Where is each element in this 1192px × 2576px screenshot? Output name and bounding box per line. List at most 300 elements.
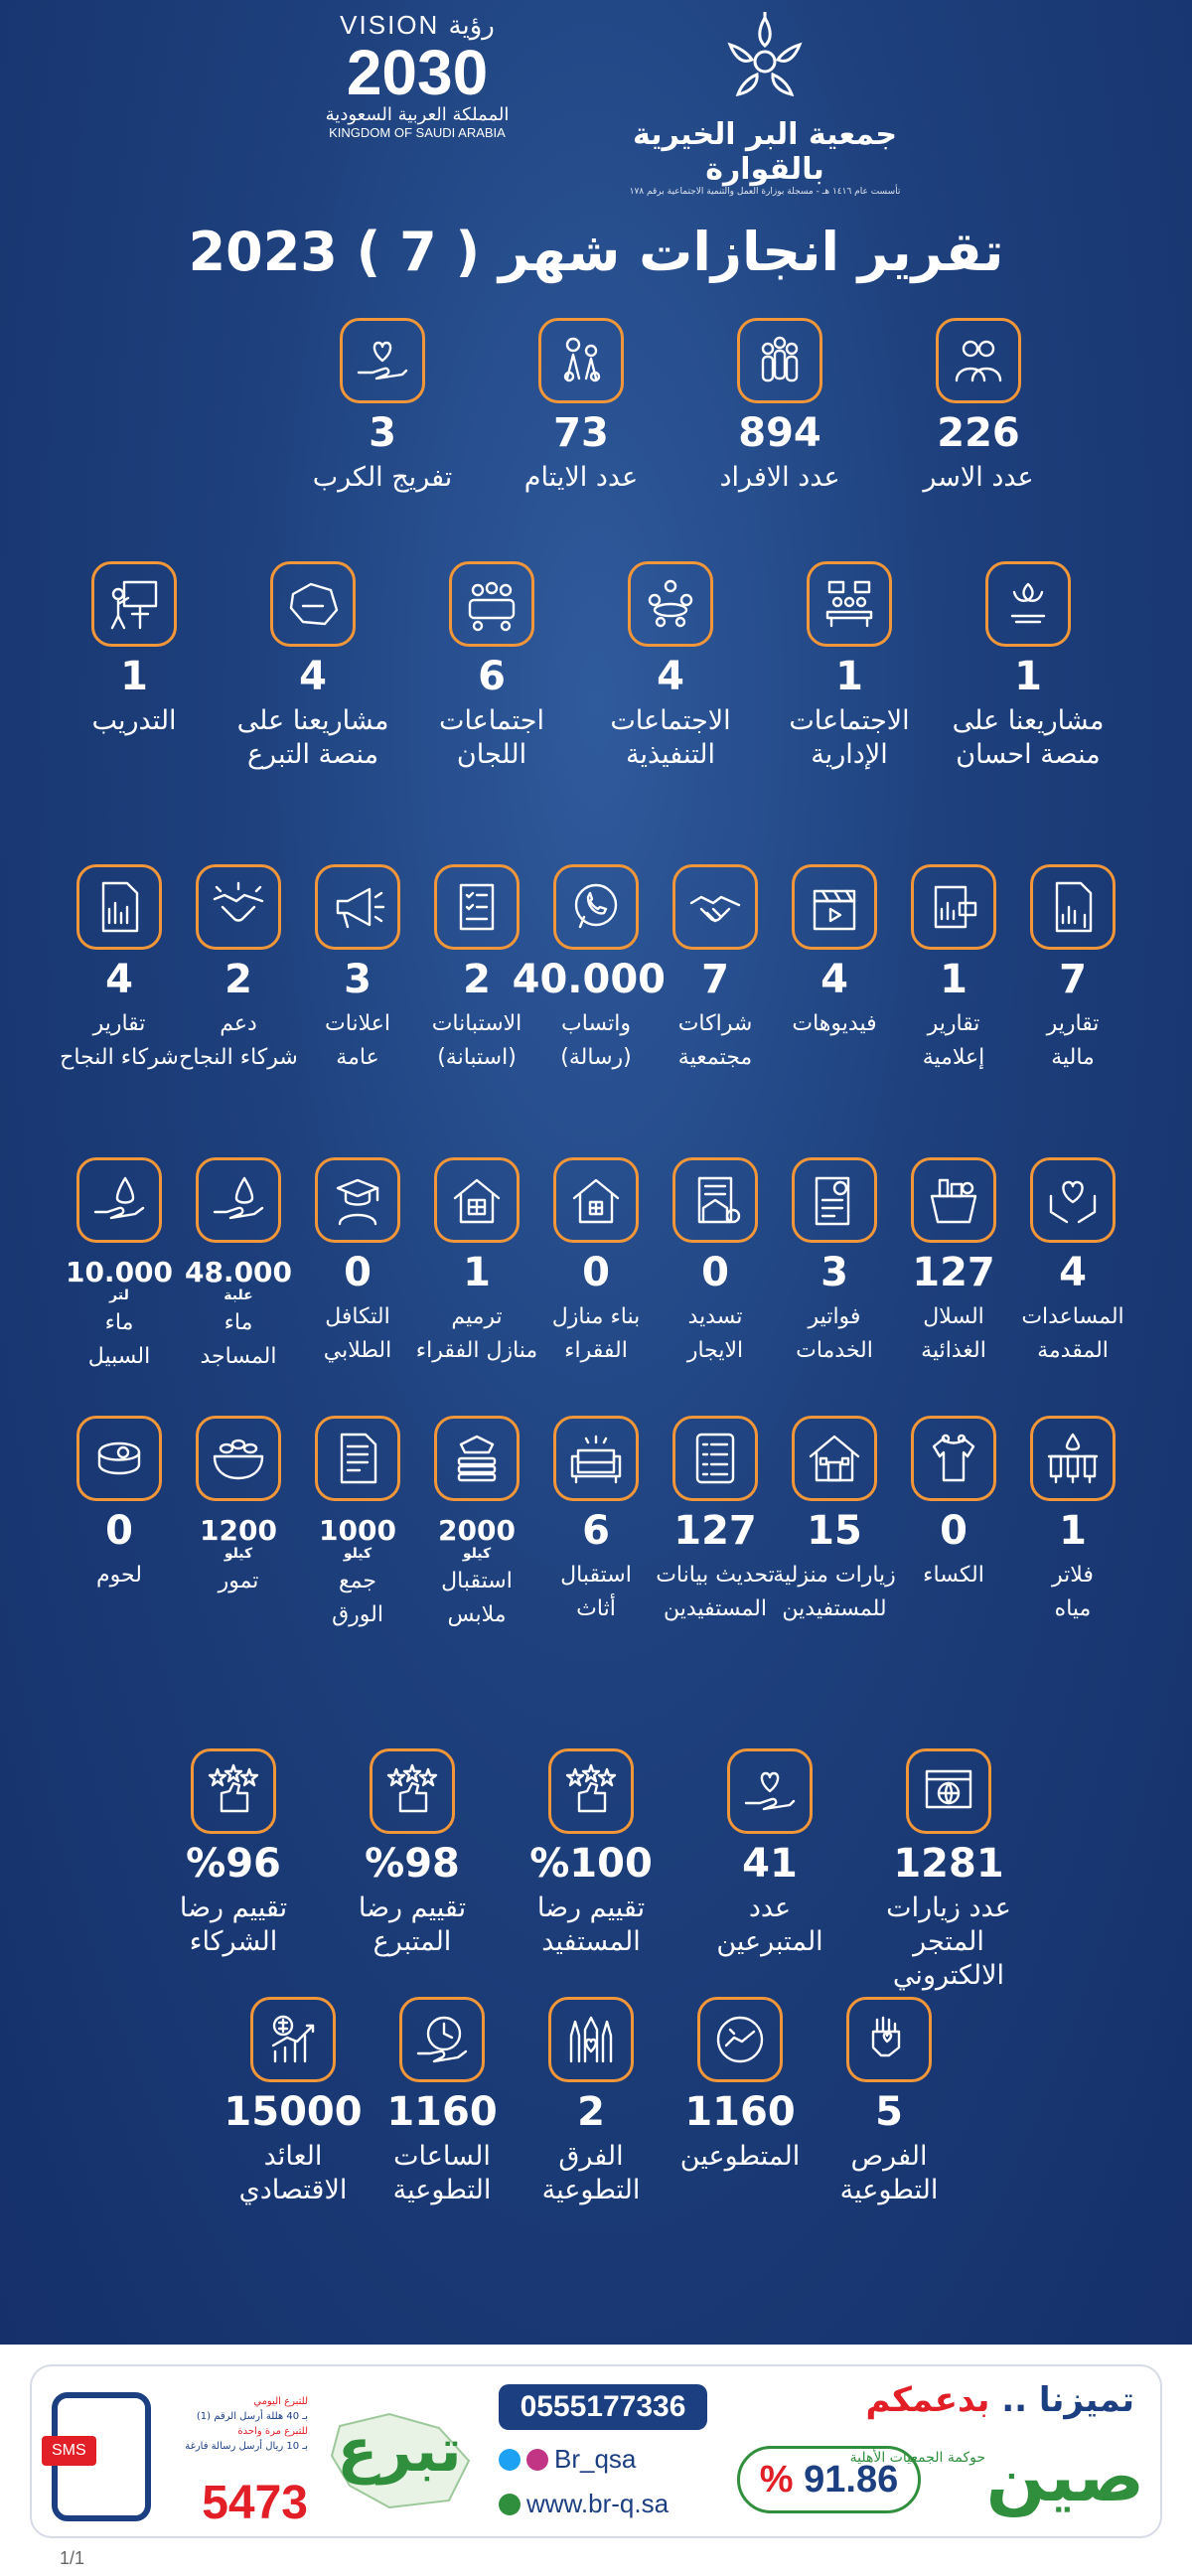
clock-hand-icon bbox=[399, 1997, 485, 2082]
stat-value: 40.000 bbox=[512, 957, 666, 1002]
stat-label bbox=[40, 704, 228, 738]
video-clapper-icon bbox=[792, 864, 877, 950]
stat-item bbox=[646, 864, 785, 1075]
survey-icon bbox=[434, 864, 520, 950]
stat-label bbox=[646, 1300, 785, 1368]
stat-label bbox=[487, 461, 675, 495]
stat-label-line: الفرق bbox=[558, 2141, 624, 2172]
stat-label-line: اللجان bbox=[456, 739, 527, 770]
stat-item bbox=[288, 1157, 427, 1368]
stat-label-line: الاستبانات bbox=[431, 1011, 522, 1036]
stat-value: 6 bbox=[478, 654, 506, 699]
stat-item bbox=[288, 864, 427, 1075]
score-integer: 91 bbox=[804, 2459, 846, 2500]
stat-value: 15000 bbox=[224, 2089, 363, 2135]
stat-item bbox=[646, 1157, 785, 1368]
stat-value: 1160 bbox=[386, 2089, 498, 2135]
stat-label bbox=[497, 1892, 685, 1959]
stat-value: 4 bbox=[820, 957, 848, 1002]
rating-stars-icon bbox=[548, 1748, 634, 1834]
water-drop-hand-icon bbox=[196, 1157, 281, 1243]
donors-icon bbox=[727, 1748, 813, 1834]
stat-value: 226 bbox=[937, 410, 1020, 456]
stat-label bbox=[685, 461, 874, 495]
vision-arabic: رؤية bbox=[448, 10, 495, 40]
stat-label-line: المستفيدين bbox=[664, 1596, 767, 1621]
stat-value: 0 bbox=[105, 1508, 133, 1554]
stat-label-line: ترميم bbox=[451, 1304, 503, 1329]
stat-item bbox=[397, 561, 586, 772]
stat-value: 1200 bbox=[200, 1514, 277, 1547]
sms-daily-title: للتبرع اليومي bbox=[253, 2396, 308, 2407]
stat-label-line: التدريب bbox=[91, 705, 177, 736]
charity-subtitle: تأسست عام ١٤١٦ هـ - مسجلة بوزارة العمل والتنمية الاجتماعية برقم ١٧٨ bbox=[629, 187, 901, 197]
stat-label-line: عدد الافراد bbox=[719, 462, 840, 493]
stat-value: 2 bbox=[577, 2089, 605, 2135]
stat-label-line: العائد bbox=[263, 2141, 323, 2172]
stat-label bbox=[526, 1007, 666, 1075]
house-renovate-icon bbox=[434, 1157, 520, 1243]
stat-label bbox=[169, 1306, 308, 1374]
stat-label-line: دعم bbox=[220, 1011, 257, 1036]
stat-label-line: عدد الايتام bbox=[523, 462, 639, 493]
support-handshake-icon bbox=[196, 864, 281, 950]
stat-item bbox=[199, 1997, 387, 2207]
handshake-icon bbox=[672, 864, 758, 950]
sms-instructions bbox=[159, 2394, 308, 2454]
rating-stars-icon bbox=[191, 1748, 276, 1834]
online-store-icon bbox=[906, 1748, 991, 1834]
stat-label-line: تقييم رضا bbox=[179, 1893, 288, 1923]
stat-value: 1 bbox=[940, 957, 968, 1002]
stat-label-line: الشركاء bbox=[189, 1926, 278, 1957]
food-basket-icon bbox=[911, 1157, 996, 1243]
stat-item bbox=[755, 561, 944, 772]
stat-label-line: الطلابي bbox=[323, 1338, 392, 1363]
stat-value: 4 bbox=[105, 957, 133, 1002]
stat-label bbox=[884, 1007, 1023, 1075]
stat-value: 1 bbox=[120, 654, 148, 699]
tabarru-word: تبرع bbox=[337, 2416, 462, 2486]
stat-value: 41 bbox=[742, 1841, 798, 1887]
stat-label-line: المقدمة bbox=[1037, 1338, 1109, 1363]
volunteer-hands-icon bbox=[846, 1997, 932, 2082]
executive-meeting-icon bbox=[628, 561, 713, 647]
clothing-icon bbox=[911, 1416, 996, 1501]
stat-label bbox=[765, 1007, 904, 1041]
stat-label bbox=[884, 1559, 1023, 1592]
stat-item bbox=[512, 864, 666, 1075]
stat-label-line: المساجد bbox=[200, 1344, 277, 1369]
stat-value: 3 bbox=[369, 410, 396, 456]
heart-hands-icon bbox=[1030, 1157, 1116, 1243]
stat-label-line: المستفيد bbox=[541, 1926, 641, 1957]
stat-label bbox=[288, 1565, 427, 1632]
water-drop-hand-icon bbox=[76, 1157, 162, 1243]
stat-label-line: التنفيذية bbox=[626, 739, 715, 770]
stat-label bbox=[765, 1559, 904, 1626]
stat-item bbox=[854, 1748, 1043, 1993]
stat-label bbox=[1003, 1300, 1142, 1368]
stat-label-line: الاجتماعات bbox=[789, 705, 910, 736]
stat-label bbox=[407, 1300, 546, 1368]
economic-chart-icon bbox=[250, 1997, 336, 2082]
stat-value: 3 bbox=[820, 1250, 848, 1295]
stat-item bbox=[318, 1748, 507, 1959]
stat-label-line: تقارير bbox=[92, 1011, 146, 1036]
stat-label-line: فواتير bbox=[808, 1304, 861, 1329]
stat-label bbox=[526, 1559, 666, 1626]
sms-daily-detail: بـ 40 هللة أرسل الرقم (1) bbox=[196, 2411, 308, 2422]
website-row[interactable] bbox=[499, 2489, 707, 2519]
stat-label-line: عدد زيارات bbox=[886, 1893, 1011, 1923]
stat-label-line: المتجر الالكتروني bbox=[892, 1926, 1005, 1991]
stat-label-line: المتبرعين bbox=[716, 1926, 823, 1957]
sms-once-title: للتبرع مرة واحدة bbox=[237, 2426, 308, 2437]
score-decimal: .86 bbox=[845, 2459, 899, 2500]
stat-label-line: تفريج الكرب bbox=[312, 462, 453, 493]
rating-stars-icon bbox=[370, 1748, 455, 1834]
stat-label bbox=[934, 704, 1122, 772]
stat-label bbox=[884, 1300, 1023, 1368]
stat-label-line: عدد الاسر bbox=[923, 462, 1034, 493]
stat-label-line: مشاريعنا على bbox=[952, 705, 1105, 736]
stat-item bbox=[765, 1157, 904, 1368]
stat-label-line: عدد bbox=[748, 1893, 792, 1923]
stat-label-line: التطوعية bbox=[392, 2175, 492, 2205]
stat-label bbox=[755, 704, 944, 772]
stat-value: 1 bbox=[1014, 654, 1042, 699]
stat-item bbox=[288, 1416, 427, 1632]
stat-label bbox=[50, 1306, 189, 1374]
stat-label-line: شراكات bbox=[677, 1011, 753, 1036]
stat-label-line: ماء bbox=[224, 1310, 253, 1335]
vision-country-en: KINGDOM OF SAUDI ARABIA bbox=[329, 125, 506, 140]
stat-label-line: فلاتر bbox=[1052, 1563, 1094, 1588]
stat-label bbox=[407, 1007, 546, 1075]
stat-label-line: الاجتماعات bbox=[610, 705, 731, 736]
stat-label bbox=[169, 1007, 308, 1075]
stat-label bbox=[1003, 1007, 1142, 1075]
stat-label-line: تسديد bbox=[687, 1304, 743, 1329]
stat-label-line: الخدمات bbox=[796, 1338, 873, 1363]
stat-item bbox=[169, 1416, 308, 1598]
stat-label-line: للمستفيدين bbox=[782, 1596, 887, 1621]
people-group-icon bbox=[737, 318, 822, 403]
stat-value: 73 bbox=[553, 410, 609, 456]
sms-number[interactable]: 5473 bbox=[202, 2477, 308, 2529]
stat-item bbox=[675, 1748, 864, 1959]
stat-item bbox=[169, 864, 308, 1075]
stat-item bbox=[288, 318, 477, 495]
stat-label-line: تقييم رضا bbox=[358, 1893, 467, 1923]
stat-item bbox=[50, 1416, 189, 1592]
stat-value: 4 bbox=[1059, 1250, 1087, 1295]
governance-text: حوكمة الجمعيات الأهلية bbox=[849, 2450, 985, 2466]
stat-value: 1160 bbox=[684, 2089, 796, 2135]
raised-hands-icon bbox=[548, 1997, 634, 2082]
stat-label-line: ماء bbox=[104, 1310, 134, 1335]
social-row[interactable] bbox=[499, 2444, 707, 2475]
tabarru-platform-icon bbox=[270, 561, 356, 647]
stat-item bbox=[139, 1748, 328, 1959]
stat-value: 15 bbox=[807, 1508, 862, 1554]
stat-label bbox=[50, 1007, 189, 1075]
social-handle: Br_qsa bbox=[554, 2444, 637, 2474]
stat-label-line: تقارير bbox=[927, 1011, 980, 1036]
stat-value: 1 bbox=[835, 654, 863, 699]
stat-label-line: إعلامية bbox=[922, 1045, 985, 1070]
stat-item bbox=[646, 1416, 785, 1626]
stat-label-line: لحوم bbox=[96, 1563, 142, 1588]
stat-value: %96 bbox=[186, 1841, 281, 1887]
stat-label-line: السلال bbox=[923, 1304, 984, 1329]
stat-label-line: الورق bbox=[332, 1602, 383, 1627]
stat-item bbox=[40, 561, 228, 738]
paper-icon bbox=[315, 1416, 400, 1501]
vision-country-ar: المملكة العربية السعودية bbox=[325, 104, 510, 125]
stat-label-line: بناء منازل bbox=[551, 1304, 641, 1329]
megaphone-icon bbox=[315, 864, 400, 950]
stat-value: 0 bbox=[344, 1250, 372, 1295]
stat-item bbox=[765, 1416, 904, 1626]
stat-item bbox=[1003, 864, 1142, 1075]
tagline-b: بدعمكم bbox=[865, 2380, 990, 2420]
stat-item bbox=[487, 318, 675, 495]
stat-value: 6 bbox=[582, 1508, 610, 1554]
stat-value: 1 bbox=[463, 1250, 491, 1295]
ehsan-platform-icon bbox=[985, 561, 1071, 647]
charity-logo bbox=[616, 10, 914, 197]
stat-value: 2 bbox=[463, 957, 491, 1002]
sms-once-detail: بـ 10 ريال أرسل رسالة فارغة bbox=[185, 2441, 308, 2452]
volunteer-help-icon bbox=[697, 1997, 783, 2082]
twitter-icon bbox=[499, 2449, 521, 2471]
stat-label-line: الغذائية bbox=[921, 1338, 986, 1363]
stat-label-line: التكافل bbox=[325, 1304, 390, 1329]
whatsapp-icon bbox=[553, 864, 639, 950]
stat-label-line: تحديث بيانات bbox=[656, 1563, 775, 1588]
stat-label-line: واتساب bbox=[561, 1011, 631, 1036]
charity-name: جمعية البر الخيرية بالقوارة bbox=[633, 117, 897, 187]
stat-value: 1 bbox=[1059, 1508, 1087, 1554]
stat-label bbox=[1003, 1559, 1142, 1626]
stat-item bbox=[1003, 1157, 1142, 1368]
page-number: 1/1 bbox=[60, 2548, 85, 2568]
dates-bowl-icon bbox=[196, 1416, 281, 1501]
saeen-logo: صين bbox=[985, 2436, 1144, 2517]
stat-label bbox=[318, 1892, 507, 1959]
score-percent: % bbox=[759, 2459, 794, 2500]
stat-value: 3 bbox=[344, 957, 372, 1002]
stat-value: 127 bbox=[912, 1250, 995, 1295]
stat-label bbox=[765, 1300, 904, 1368]
stat-label bbox=[397, 704, 586, 772]
stat-label-line: المساعدات bbox=[1021, 1304, 1124, 1329]
website-link: www.br-q.sa bbox=[526, 2489, 670, 2518]
page-title: تقرير انجازات شهر ( 7 ) 2023 bbox=[188, 221, 1004, 283]
tagline-a: تميزنا bbox=[1038, 2380, 1134, 2420]
stat-label bbox=[219, 704, 407, 772]
saeen-governance-block bbox=[727, 2380, 1144, 2529]
stat-label bbox=[288, 1007, 427, 1075]
stat-label-line: الكساء bbox=[923, 1563, 984, 1588]
stat-label-line: منصة التبرع bbox=[246, 739, 379, 770]
home-visit-icon bbox=[792, 1416, 877, 1501]
stat-item bbox=[219, 561, 407, 772]
stat-label bbox=[884, 461, 1073, 495]
stat-item bbox=[576, 561, 765, 772]
stat-label-line: عامة bbox=[336, 1045, 379, 1070]
stat-unit: كيلو bbox=[462, 1546, 492, 1562]
stat-value: 0 bbox=[701, 1250, 729, 1295]
stat-value: 48.000 bbox=[184, 1256, 293, 1288]
stat-value: 2 bbox=[224, 957, 252, 1002]
stat-label-line: الفرص bbox=[850, 2141, 928, 2172]
water-filter-icon bbox=[1030, 1416, 1116, 1501]
stat-label-line: ملابس bbox=[447, 1602, 507, 1627]
partners-report-icon bbox=[76, 864, 162, 950]
rent-icon bbox=[672, 1157, 758, 1243]
stat-label bbox=[526, 1300, 666, 1368]
stat-label bbox=[139, 1892, 328, 1959]
stat-label-line: منازل الفقراء bbox=[415, 1338, 538, 1363]
sms-badge: SMS bbox=[42, 2436, 96, 2466]
committee-meeting-icon bbox=[449, 561, 534, 647]
stat-label-line: منصة احسان bbox=[956, 739, 1101, 770]
tabarru-logo bbox=[310, 2386, 489, 2525]
stat-item bbox=[934, 561, 1122, 772]
stat-unit: علبة bbox=[224, 1288, 253, 1303]
phone-number[interactable]: 0555177336 bbox=[499, 2384, 707, 2430]
stat-label-line: المتبرع bbox=[372, 1926, 452, 1957]
footer bbox=[0, 2345, 1192, 2576]
stat-label bbox=[576, 704, 765, 772]
stat-item bbox=[685, 318, 874, 495]
stat-item bbox=[884, 1416, 1023, 1592]
house-build-icon bbox=[553, 1157, 639, 1243]
stat-label-line: شركاء النجاح bbox=[60, 1045, 179, 1070]
clothes-stack-icon bbox=[434, 1416, 520, 1501]
stat-label-line: اعلانات bbox=[325, 1011, 390, 1036]
stat-label bbox=[675, 1892, 864, 1959]
stat-unit: كيلو bbox=[343, 1546, 372, 1562]
vision-year: 2030 bbox=[346, 37, 489, 108]
stat-value: 7 bbox=[701, 957, 729, 1002]
stat-item bbox=[169, 1157, 308, 1374]
stat-item bbox=[526, 1416, 666, 1626]
stat-label-line: استقبال bbox=[560, 1563, 632, 1588]
stat-item bbox=[407, 1416, 546, 1632]
sofa-icon bbox=[553, 1416, 639, 1501]
contact-block bbox=[499, 2384, 707, 2519]
tagline: تميزنا .. بدعمكم bbox=[865, 2380, 1134, 2420]
heart-hand-icon bbox=[340, 318, 425, 403]
stat-value: 0 bbox=[940, 1508, 968, 1554]
stat-item bbox=[50, 1157, 189, 1374]
stat-label bbox=[50, 1559, 189, 1592]
stat-value: 4 bbox=[657, 654, 684, 699]
stat-item bbox=[526, 1157, 666, 1368]
stat-label-line: الإدارية bbox=[811, 739, 888, 770]
stat-label-line: الساعات bbox=[393, 2141, 491, 2172]
stat-label-line: الايجار bbox=[686, 1338, 744, 1363]
data-update-icon bbox=[672, 1416, 758, 1501]
stat-label bbox=[199, 2140, 387, 2207]
stat-item bbox=[497, 1748, 685, 1959]
link-icon bbox=[499, 2494, 521, 2515]
stat-label bbox=[646, 1559, 785, 1626]
financial-report-icon bbox=[1030, 864, 1116, 950]
stat-value: 2000 bbox=[438, 1514, 516, 1547]
stat-unit: كيلو bbox=[224, 1546, 253, 1562]
stat-label bbox=[854, 1892, 1043, 1993]
stat-label-line: مجتمعية bbox=[677, 1045, 753, 1070]
stat-label-line: أثاث bbox=[576, 1596, 616, 1621]
stat-label-line: المتطوعين bbox=[679, 2141, 801, 2172]
stat-label-line: فيديوهات bbox=[792, 1011, 877, 1036]
stat-label bbox=[407, 1565, 546, 1632]
media-report-icon bbox=[911, 864, 996, 950]
vision-word: VISION bbox=[340, 10, 440, 40]
stat-label-line: (استبانة) bbox=[437, 1045, 517, 1070]
training-icon bbox=[91, 561, 177, 647]
stat-label-line: التطوعية bbox=[839, 2175, 939, 2205]
stat-value: 1281 bbox=[893, 1841, 1004, 1887]
footer-card bbox=[30, 2364, 1162, 2538]
stat-item bbox=[407, 864, 546, 1075]
stat-label-line: السبيل bbox=[87, 1344, 151, 1369]
stat-label bbox=[169, 1565, 308, 1598]
meat-icon bbox=[76, 1416, 162, 1501]
governance-score bbox=[737, 2446, 921, 2513]
stat-label-line: تمور bbox=[218, 1569, 259, 1593]
charity-flower-icon bbox=[710, 10, 820, 109]
stat-unit: لتر bbox=[109, 1288, 129, 1303]
stat-label-line: اجتماعات bbox=[439, 705, 544, 736]
stat-item bbox=[1003, 1416, 1142, 1626]
stat-item bbox=[50, 864, 189, 1075]
stat-value: 5 bbox=[875, 2089, 903, 2135]
stat-label bbox=[646, 1007, 785, 1075]
stat-value: 10.000 bbox=[65, 1256, 174, 1288]
stat-label-line: جمع bbox=[338, 1569, 377, 1593]
stat-item bbox=[884, 1157, 1023, 1368]
instagram-icon bbox=[526, 2449, 548, 2471]
stat-value: %98 bbox=[365, 1841, 460, 1887]
stat-label-line: زيارات منزلية bbox=[773, 1563, 896, 1588]
stat-value: %100 bbox=[529, 1841, 653, 1887]
vision-2030-logo bbox=[298, 10, 536, 140]
stat-item bbox=[884, 864, 1023, 1075]
stat-item bbox=[884, 318, 1073, 495]
family-icon bbox=[936, 318, 1021, 403]
stat-label bbox=[288, 1300, 427, 1368]
stat-label-line: شركاء النجاح bbox=[179, 1045, 298, 1070]
stat-label-line: مياه bbox=[1054, 1596, 1092, 1621]
graduate-icon bbox=[315, 1157, 400, 1243]
stat-value: 4 bbox=[299, 654, 327, 699]
stat-label-line: استقبال bbox=[441, 1569, 513, 1593]
stat-value: 127 bbox=[673, 1508, 757, 1554]
stat-label-line: الاقتصادي bbox=[238, 2175, 348, 2205]
stat-item bbox=[765, 864, 904, 1041]
stat-value: 0 bbox=[582, 1250, 610, 1295]
stat-label-line: مشاريعنا على bbox=[236, 705, 389, 736]
admin-meeting-icon bbox=[807, 561, 892, 647]
stat-value: 7 bbox=[1059, 957, 1087, 1002]
stat-label-line: الفقراء bbox=[564, 1338, 628, 1363]
